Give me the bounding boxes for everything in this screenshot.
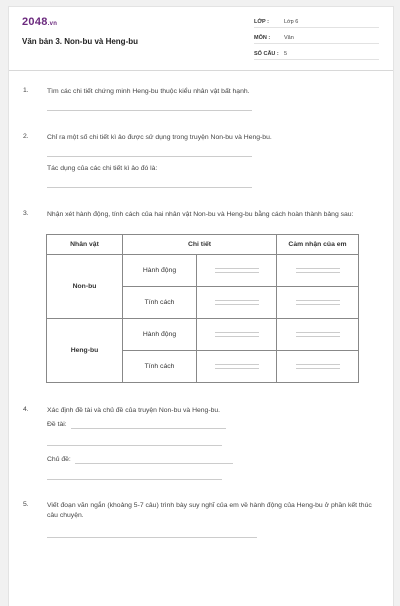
question-number: 4. xyxy=(23,406,29,413)
table-row xyxy=(47,255,359,287)
document-title: Văn bản 3. Non-bu và Heng-bu xyxy=(22,37,139,46)
meta-count-row xyxy=(254,49,379,60)
question-number: 2. xyxy=(23,133,29,140)
table-header: Cảm nhận của em xyxy=(277,235,359,255)
row-label: Tính cách xyxy=(123,351,197,383)
detail-cell[interactable] xyxy=(197,351,277,383)
question-2-sub: Tác dụng của các chi tiết kì ảo đó là: xyxy=(47,165,158,172)
feeling-cell[interactable] xyxy=(277,351,359,383)
answer-line[interactable] xyxy=(47,110,252,111)
question-text: Viết đoạn văn ngắn (khoảng 5-7 câu) trình bày suy nghĩ của em về hành động của Heng-bu ở phần kết thúc câu chuyện. xyxy=(47,502,372,519)
character-name: Non-bu xyxy=(47,255,123,319)
answer-line[interactable] xyxy=(47,537,257,538)
answer-line[interactable] xyxy=(71,428,226,429)
answer-line[interactable] xyxy=(47,187,252,188)
table-row xyxy=(47,319,359,351)
meta-count-value: 5 xyxy=(284,51,288,57)
meta-count-label: SỐ CÂU : xyxy=(254,51,279,57)
table-header: Nhân vật xyxy=(47,235,123,255)
detail-cell[interactable] xyxy=(197,287,277,319)
meta-class-value: Lớp 6 xyxy=(284,19,299,25)
question-text: Nhận xét hành động, tính cách của hai nhân vật Non-bu và Heng-bu bằng cách hoàn thành bảng sau: xyxy=(47,211,354,218)
row-label: Hành động xyxy=(123,255,197,287)
question-number: 3. xyxy=(23,210,29,217)
answer-line[interactable] xyxy=(47,479,222,480)
answer-line[interactable] xyxy=(75,463,233,464)
row-label: Tính cách xyxy=(123,287,197,319)
question-text: Tìm các chi tiết chứng minh Heng-bu thuộc kiểu nhân vật bất hạnh. xyxy=(47,88,250,95)
answer-line[interactable] xyxy=(47,156,252,157)
topic-label: Đề tài: xyxy=(47,421,67,428)
answer-line[interactable] xyxy=(47,445,222,446)
question-number: 1. xyxy=(23,87,29,94)
theme-label: Chủ đề: xyxy=(47,456,71,463)
question-text: Chỉ ra một số chi tiết kì ảo được sử dụng trong truyện Non-bu và Heng-bu. xyxy=(47,134,272,141)
meta-subject-row xyxy=(254,33,379,44)
feeling-cell[interactable] xyxy=(277,319,359,351)
worksheet-header xyxy=(9,7,393,71)
table-header-row xyxy=(47,235,359,255)
meta-subject-label: MÔN : xyxy=(254,35,271,41)
character-name: Heng-bu xyxy=(47,319,123,383)
question-number: 5. xyxy=(23,501,29,508)
question-text: Xác định đề tài và chủ đề của truyện Non-bu và Heng-bu. xyxy=(47,407,221,414)
row-label: Hành động xyxy=(123,319,197,351)
table-header: Chi tiết xyxy=(123,235,277,255)
feeling-cell[interactable] xyxy=(277,255,359,287)
meta-class-label: LỚP : xyxy=(254,19,269,25)
meta-class-row xyxy=(254,17,379,28)
detail-cell[interactable] xyxy=(197,255,277,287)
meta-subject-value: Văn xyxy=(284,35,294,41)
feeling-cell[interactable] xyxy=(277,287,359,319)
detail-cell[interactable] xyxy=(197,319,277,351)
comparison-table xyxy=(46,234,359,383)
site-logo[interactable]: 2048.vn xyxy=(22,16,58,28)
worksheet-page xyxy=(8,6,394,606)
